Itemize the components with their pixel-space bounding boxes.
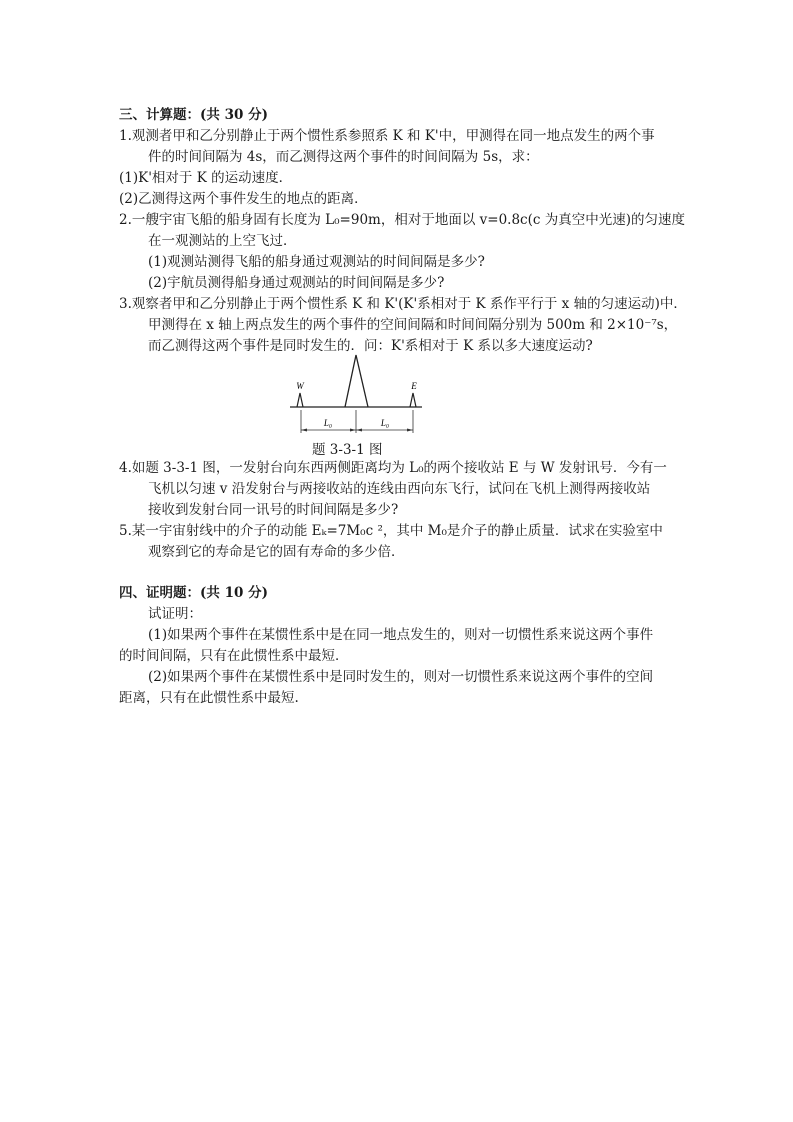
problem-2-line-2: 在一观测站的上空飞过． (148, 233, 297, 249)
problem-5-line-2: 观察到它的寿命是它的固有寿命的多少倍． (148, 544, 405, 560)
label-l0-left: L₀ (323, 418, 333, 428)
e-station-icon (410, 393, 416, 407)
proof-1-line-1: (1)如果两个事件在某惯性系中是在同一地点发生的，则对一切惯性系来说这两个事件 (148, 627, 654, 643)
section-4-heading: 四、证明题：(共 10 分) (119, 585, 268, 601)
problem-2-part-1: (1)观测站测得飞船的船身通过观测站的时间间隔是多少? (148, 254, 485, 270)
arrowhead (350, 429, 356, 432)
label-l0-right: L₀ (380, 418, 390, 428)
problem-4-line-1: 4.如题 3-3-1 图，一发射台向东西两侧距离均为 L₀的两个接收站 E 与 W 发射讯号．今有一 (119, 460, 667, 476)
section-3-heading: 三、计算题：(共 30 分) (119, 107, 268, 123)
transmitter-icon (345, 355, 368, 407)
problem-1-part-1: (1)K'相对于 K 的运动速度． (119, 170, 293, 186)
figure-3-3-1 (0, 0, 793, 460)
problem-2-part-2: (2)宇航员测得船身通过观测站的时间间隔是多少? (148, 275, 445, 291)
w-station-icon (297, 393, 303, 407)
proof-1-line-2: 的时间间隔，只有在此惯性系中最短． (119, 648, 349, 664)
problem-3-line-1: 3.观察者甲和乙分别静止于两个惯性系 K 和 K'(K'系相对于 K 系作平行于 x 轴的匀速运动)中． (119, 296, 687, 312)
problem-5-line-1: 5.某一宇宙射线中的介子的动能 Eₖ=7M₀c ²，其中 M₀是介子的静止质量．试求在实验室中 (119, 523, 663, 539)
proof-intro: 试证明： (148, 606, 202, 622)
label-e: E (411, 381, 417, 391)
problem-3-line-2: 甲测得在 x 轴上两点发生的两个事件的空间间隔和时间间隔分别为 500m 和 2×10⁻⁷s， (148, 317, 678, 333)
label-w: W (296, 381, 304, 391)
figure-caption: 题 3-3-1 图 (312, 442, 383, 458)
problem-1-line-2: 件的时间间隔为 4s，而乙测得这两个事件的时间间隔为 5s，求： (148, 149, 539, 165)
proof-2-line-1: (2)如果两个事件在某惯性系中是同时发生的，则对一切惯性系来说这两个事件的空间 (148, 669, 654, 685)
arrowhead (407, 429, 413, 432)
problem-1-line-1: 1.观测者甲和乙分别静止于两个惯性系参照系 K 和 K'中，甲测得在同一地点发生的两个事 (119, 128, 655, 144)
problem-2-line-1: 2.一艘宇宙飞船的船身固有长度为 L₀=90m，相对于地面以 v=0.8c(c 为真空中光速)的匀速度 (119, 212, 685, 228)
problem-3-line-3: 而乙测得这两个事件是同时发生的．问：K'系相对于 K 系以多大速度运动? (148, 338, 593, 354)
arrowhead (356, 429, 362, 432)
proof-2-line-2: 距离，只有在此惯性系中最短. (119, 690, 299, 706)
problem-1-part-2: (2)乙测得这两个事件发生的地点的距离． (119, 191, 368, 207)
arrowhead (301, 429, 307, 432)
problem-4-line-3: 接收到发射台同一讯号的时间间隔是多少? (148, 502, 399, 518)
problem-4-line-2: 飞机以匀速 v 沿发射台与两接收站的连线由西向东飞行，试问在飞机上测得两接收站 (148, 481, 651, 497)
